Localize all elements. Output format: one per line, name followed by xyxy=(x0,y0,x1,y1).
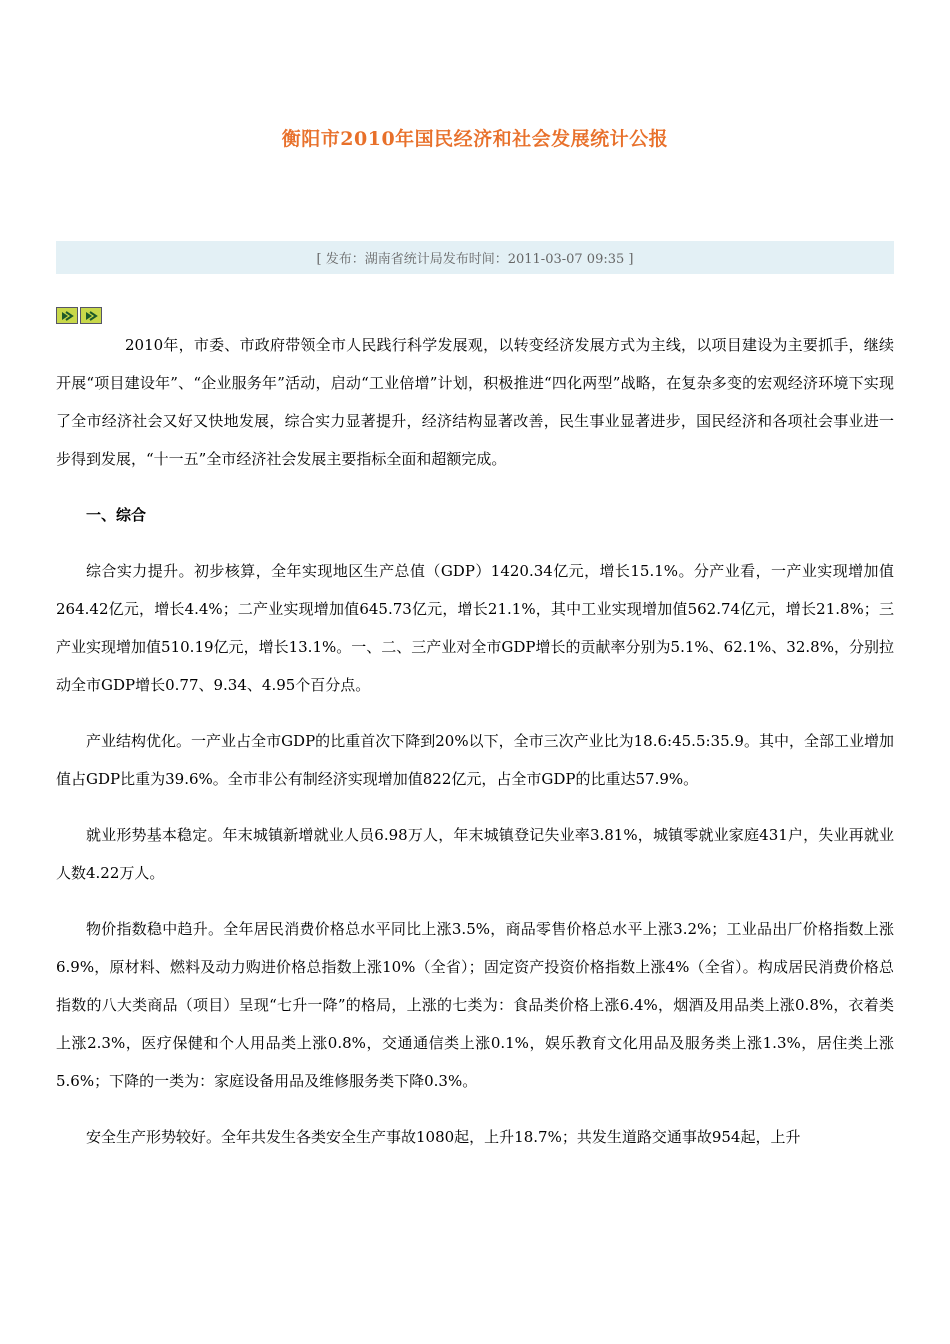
arrow-right-icon[interactable] xyxy=(80,307,102,324)
section-heading: 一、综合 xyxy=(86,506,147,524)
arrow-right-icon[interactable] xyxy=(56,307,78,324)
paragraph-overall-strength: 综合实力提升。初步核算，全年实现地区生产总值（GDP）1420.34亿元，增长15.1%。分产业看，一产业实现增加值264.42亿元，增长4.4%；二产业实现增加值645.73亿元，增长21.1%，其中工业实现增加值562.74亿元，增长21.8%；三产业实现增加值510.19亿元，增长13.1%。一、二、三产业对全市GDP增长的贡献率分别为5.1%、62.1%、32.8%，分别拉动全市GDP增长0.77、9.34、4.95个百分点。 xyxy=(56,562,894,694)
article-body xyxy=(56,326,894,1174)
intro-paragraph: 2010年，市委、市政府带领全市人民践行科学发展观，以转变经济发展方式为主线，以项目建设为主要抓手，继续开展“项目建设年”、“企业服务年”活动，启动“工业倍增”计划，积极推进“四化两型”战略，在复杂多变的宏观经济环境下实现了全市经济社会又好又快地发展，综合实力显著提升，经济结构显著改善，民生事业显著进步，国民经济和各项社会事业进一步得到发展，“十一五”全市经济社会发展主要指标全面和超额完成。 xyxy=(56,336,894,468)
toolbar-icons xyxy=(56,307,102,324)
paragraph-employment: 就业形势基本稳定。年末城镇新增就业人员6.98万人，年末城镇登记失业率3.81%，城镇零就业家庭431户，失业再就业人数4.22万人。 xyxy=(56,826,894,882)
publish-time-label: 发布时间：2011-03-07 09:35 ] xyxy=(442,252,634,267)
publish-info-bar xyxy=(56,241,894,274)
page-title: 衡阳市2010年国民经济和社会发展统计公报 xyxy=(281,128,669,150)
paragraph-price-index: 物价指数稳中趋升。全年居民消费价格总水平同比上涨3.5%，商品零售价格总水平上涨3.2%；工业品出厂价格指数上涨6.9%，原材料、燃料及动力购进价格总指数上涨10%（全省）；固定资产投资价格指数上涨4%（全省）。构成居民消费价格总指数的八大类商品（项目）呈现“七升一降”的格局，上涨的七类为：食品类价格上涨6.4%，烟酒及用品类上涨0.8%，衣着类上涨2.3%，医疗保健和个人用品类上涨0.8%，交通通信类上涨0.1%，娱乐教育文化用品及服务类上涨1.3%，居住类上涨5.6%；下降的一类为：家庭设备用品及维修服务类下降0.3%。 xyxy=(56,920,894,1090)
paragraph-industry-structure: 产业结构优化。一产业占全市GDP的比重首次下降到20%以下，全市三次产业比为18.6:45.5:35.9。其中，全部工业增加值占GDP比重为39.6%。全市非公有制经济实现增加值822亿元，占全市GDP的比重达57.9%。 xyxy=(56,732,894,788)
publisher-label: [ 发布：湖南省统计局 xyxy=(316,252,443,267)
paragraph-safety: 安全生产形势较好。全年共发生各类安全生产事故1080起，上升18.7%；共发生道路交通事故954起，上升 xyxy=(86,1128,801,1146)
